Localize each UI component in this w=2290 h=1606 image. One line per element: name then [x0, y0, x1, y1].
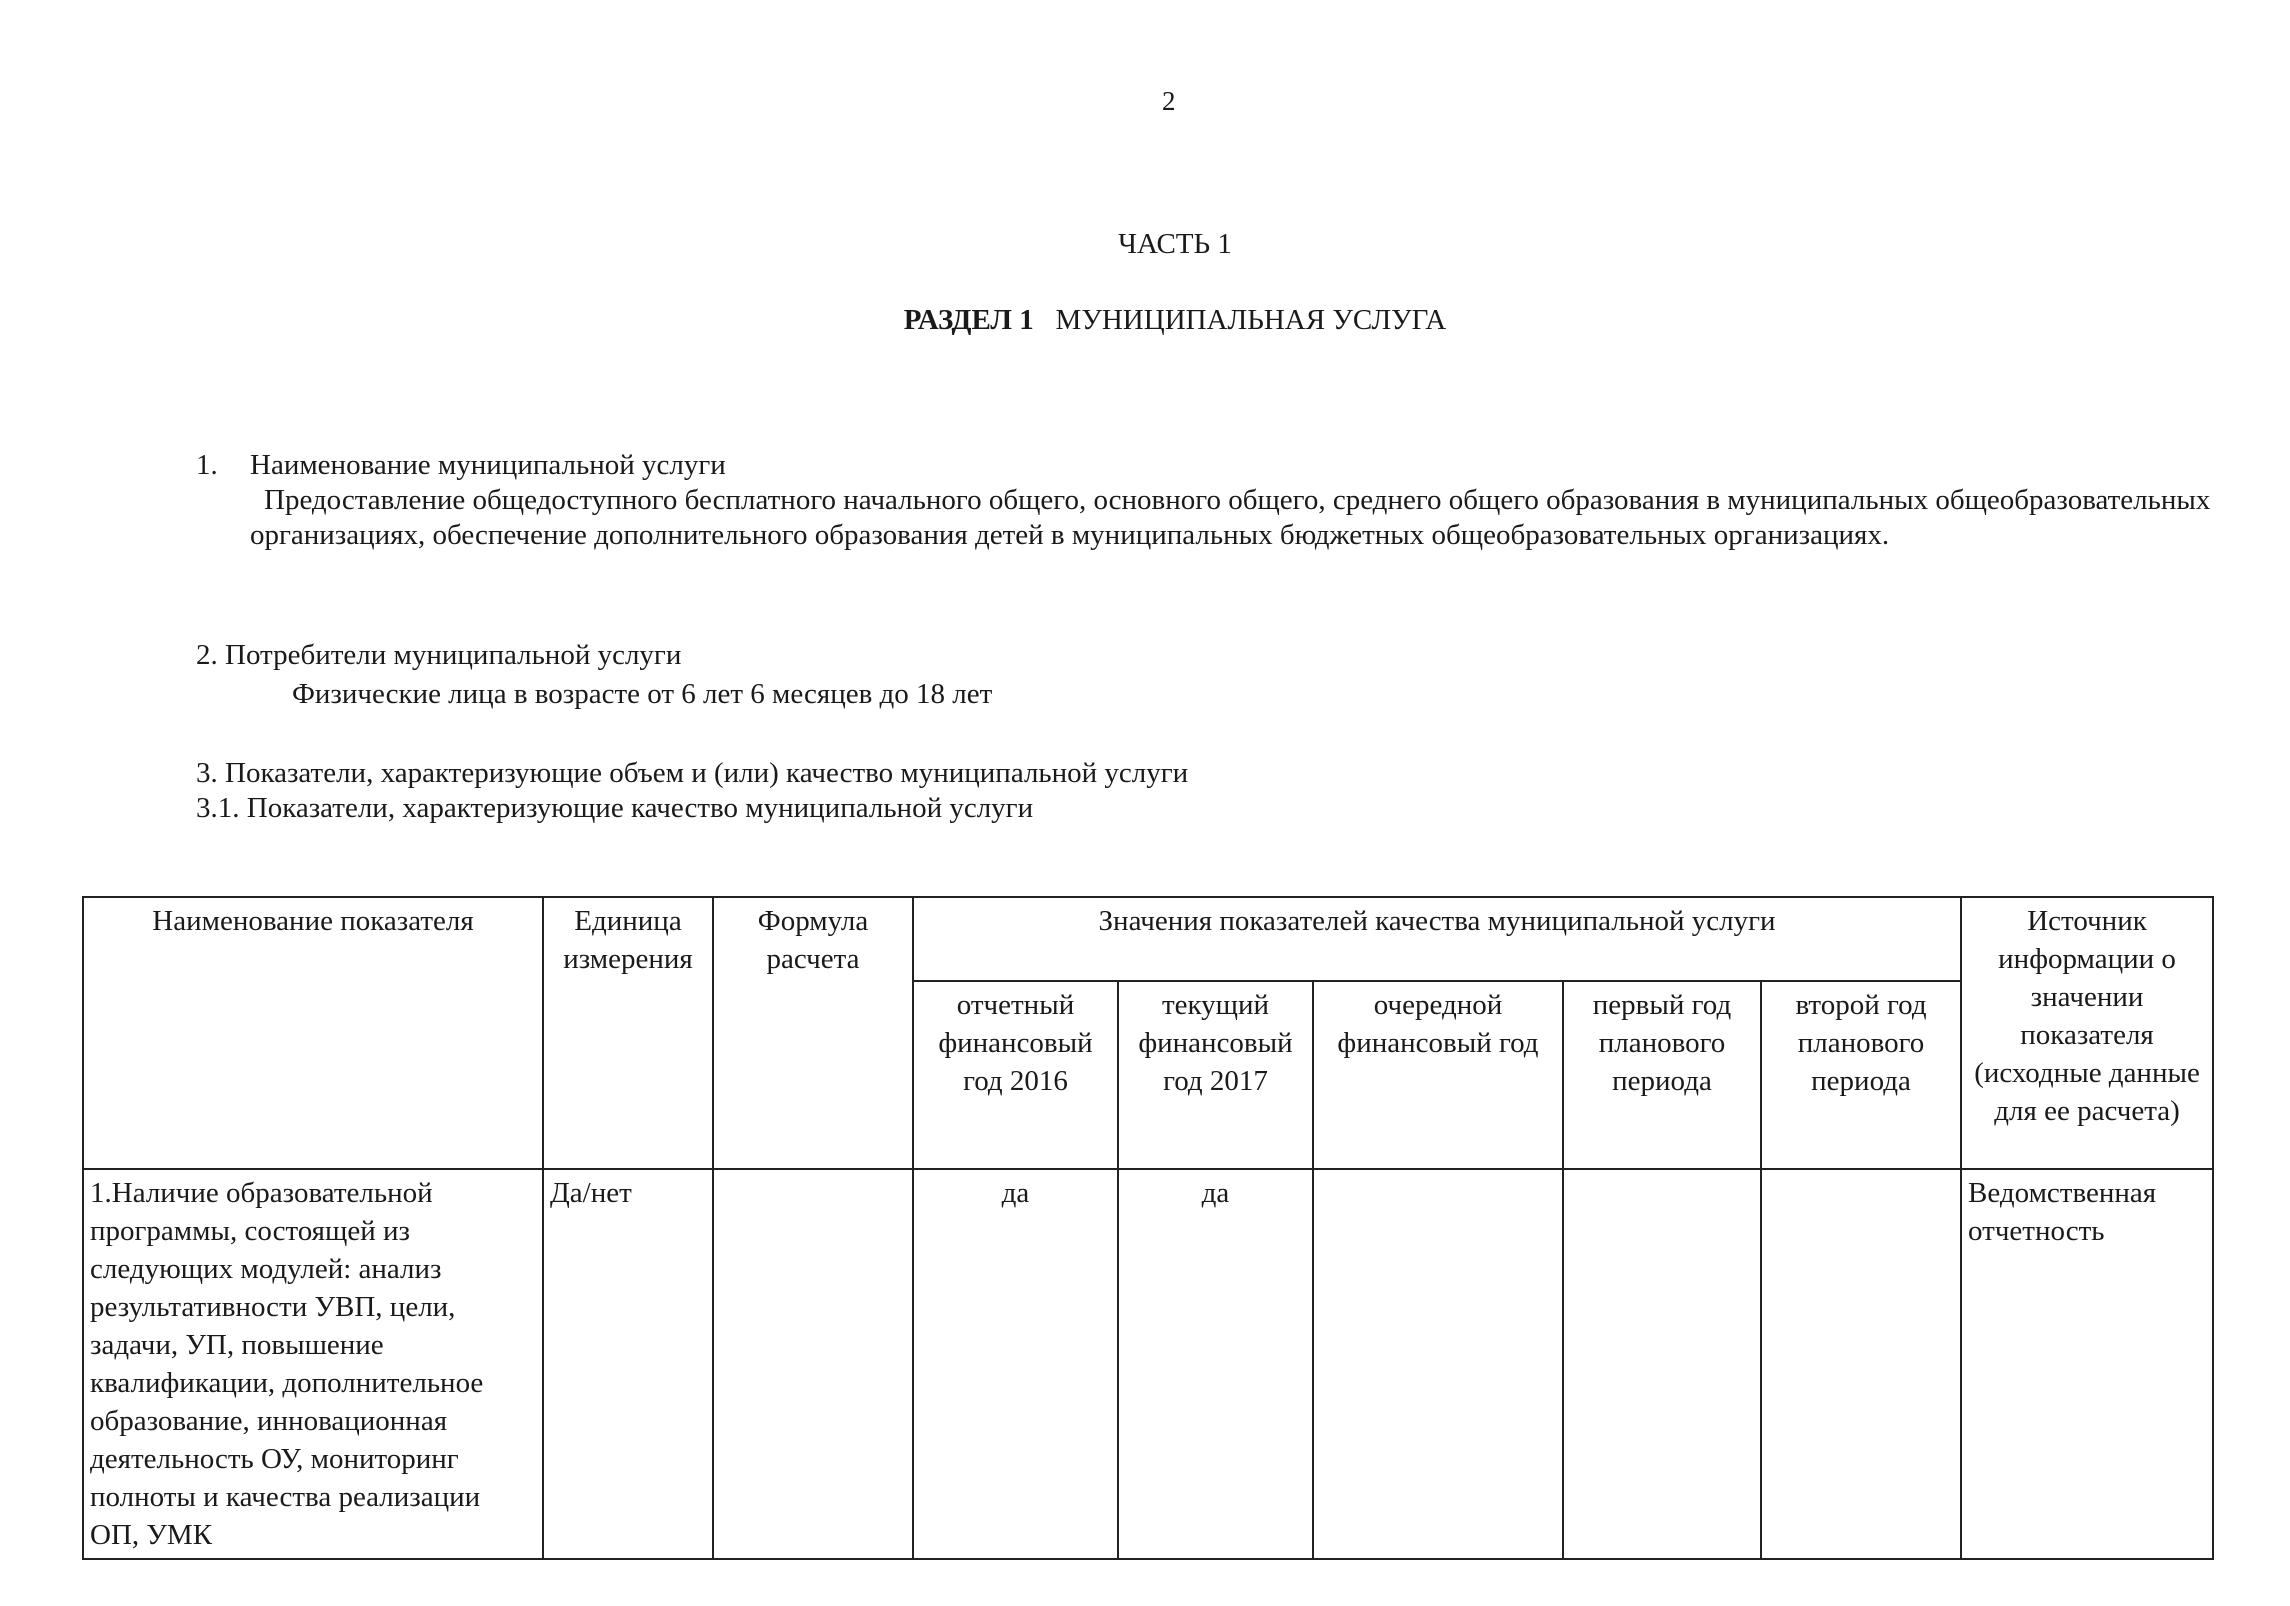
header-source: Источник информации о значении показателя (исходные данные для ее расчета): [1961, 897, 2213, 1169]
page-number: 2: [1162, 86, 1176, 116]
header-plan-year-2: второй год планового периода: [1761, 981, 1961, 1169]
header-name: Наименование показателя: [83, 897, 543, 1169]
row-current-value: да: [1118, 1169, 1313, 1559]
row-unit: Да/нет: [543, 1169, 713, 1559]
row-plan1-value: [1563, 1169, 1761, 1559]
consumers-block: [196, 638, 992, 712]
consumers-heading: 2. Потребители муниципальной услуги: [196, 639, 682, 671]
consumers-description: Физические лица в возрасте от 6 лет 6 месяцев до 18 лет: [292, 678, 993, 710]
quality-indicators-heading: 3.1. Показатели, характеризующие качество муниципальной услуги: [196, 792, 1034, 824]
table-row: [83, 1169, 2213, 1559]
quality-indicators-table: [82, 896, 2214, 1560]
section-name: МУНИЦИПАЛЬНАЯ УСЛУГА: [1055, 304, 1447, 336]
header-reported-year: отчетный финансовый год 2016: [913, 981, 1118, 1169]
row-formula: [713, 1169, 913, 1559]
service-name-heading: [196, 448, 2290, 483]
indicators-block: [196, 756, 1188, 826]
service-name-description: Предоставление общедоступного бесплатного начального общего, основного общего, среднего общего образования в муниципальных общеобразовательных организациях, обеспечение дополнительного образования детей в муниципальных бюджетных общеобразовательных организациях.: [250, 484, 2211, 551]
service-name-block: [196, 448, 2290, 553]
indicators-heading: 3. Показатели, характеризующие объем и (или) качество муниципальной услуги: [196, 757, 1189, 789]
header-plan-year-1: первый год планового периода: [1563, 981, 1761, 1169]
service-name-label: Наименование муниципальной услуги: [250, 449, 726, 481]
row-next-value: [1313, 1169, 1563, 1559]
header-current-year: текущий финансовый год 2017: [1118, 981, 1313, 1169]
row-plan2-value: [1761, 1169, 1961, 1559]
section-title: [0, 304, 2290, 337]
row-reported-value: да: [913, 1169, 1118, 1559]
header-unit: Единица измерения: [543, 897, 713, 1169]
header-formula: Формула расчета: [713, 897, 913, 1169]
part-title: ЧАСТЬ 1: [1118, 228, 1232, 260]
item-number: 1.: [196, 449, 218, 481]
row-indicator-name: 1.Наличие образовательной программы, состоящей из следующих модулей: анализ результативности УВП, цели, задачи, УП, повышение квалификации, дополнительное образование, инновационная деятельность ОУ, мониторинг полноты и качества реализации ОП, УМК: [83, 1169, 543, 1559]
table-header-row: [83, 897, 2213, 981]
row-source: Ведомственная отчетность: [1961, 1169, 2213, 1559]
header-next-year: очередной финансовый год: [1313, 981, 1563, 1169]
section-label: РАЗДЕЛ 1: [903, 304, 1034, 336]
header-values-group: Значения показателей качества муниципальной услуги: [913, 897, 1961, 981]
